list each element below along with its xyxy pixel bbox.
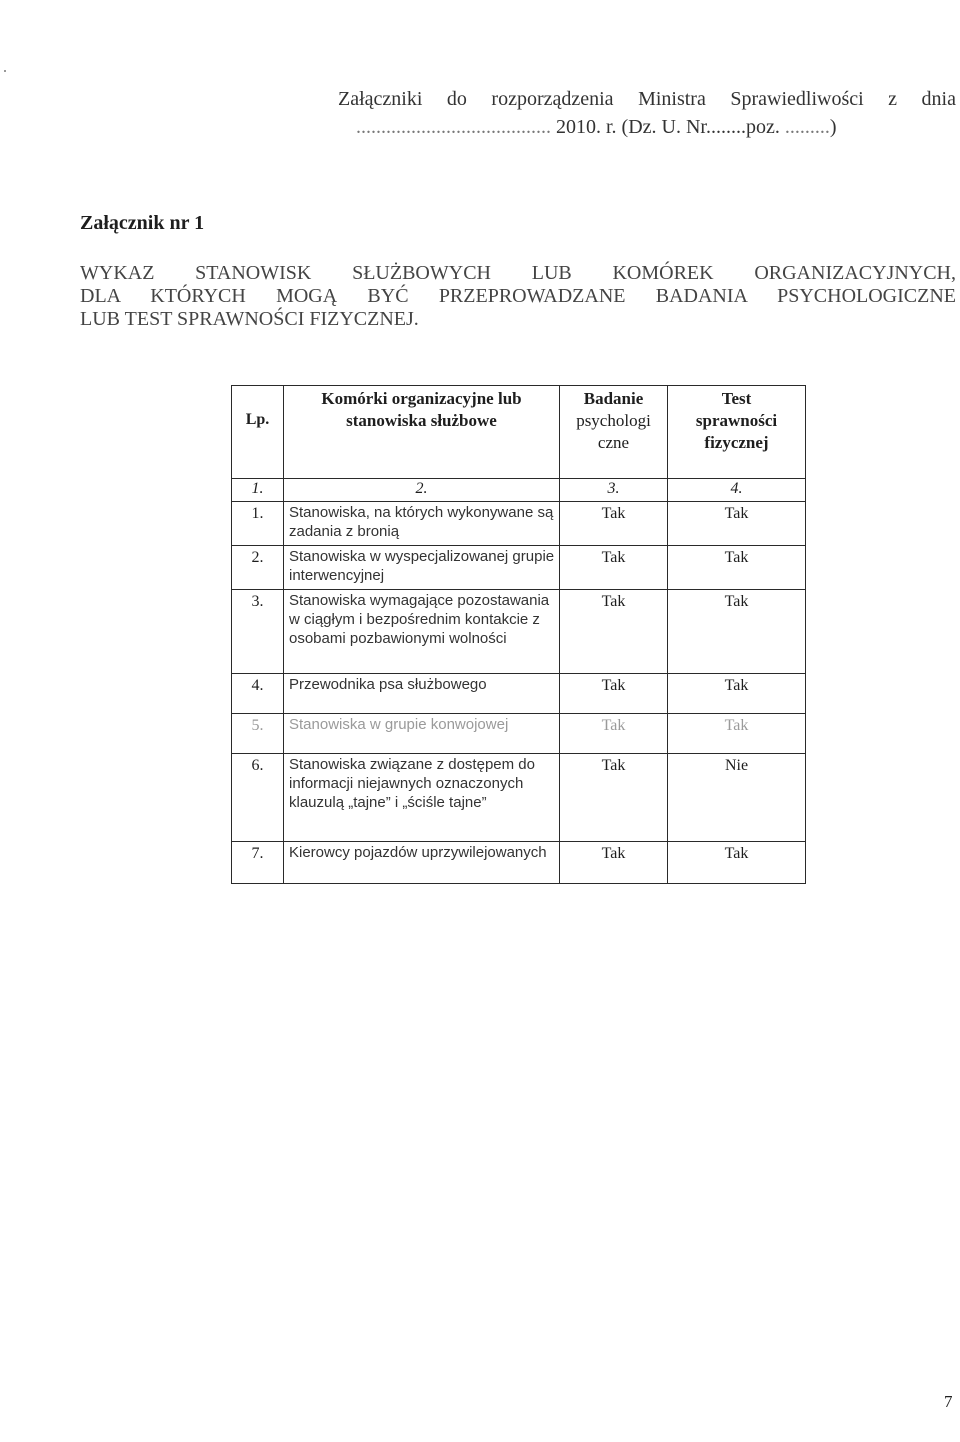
list-title-line-2: DLA KTÓRYCH MOGĄ BYĆ PRZEPROWADZANE BADANIA PSYCHOLOGICZNE bbox=[80, 285, 956, 307]
table-row bbox=[232, 754, 806, 842]
row-unit: Stanowiska wymagające pozostawania w ciągłym i bezpośrednim kontakcie z osobami pozbawionymi wolności bbox=[284, 590, 560, 674]
header-unit: Komórki organizacyjne lub stanowiska służbowe bbox=[284, 386, 560, 479]
list-title-line-3: LUB TEST SPRAWNOŚCI FIZYCZNEJ. bbox=[80, 308, 419, 330]
row-psych: Tak bbox=[560, 590, 668, 674]
header-dots: ....................................... bbox=[356, 116, 551, 138]
row-unit: Stanowiska w grupie konwojowej bbox=[284, 714, 560, 754]
row-test: Tak bbox=[668, 590, 806, 674]
row-psych: Tak bbox=[560, 714, 668, 754]
row-unit: Stanowiska, na których wykonywane są zadania z bronią bbox=[284, 502, 560, 546]
header-lp: Lp. bbox=[232, 386, 284, 479]
row-psych: Tak bbox=[560, 546, 668, 590]
row-unit: Przewodnika psa służbowego bbox=[284, 674, 560, 714]
positions-table bbox=[231, 385, 806, 884]
row-psych: Tak bbox=[560, 754, 668, 842]
list-title-line-1: WYKAZ STANOWISK SŁUŻBOWYCH LUB KOMÓREK ORGANIZACYJNYCH, bbox=[80, 262, 956, 284]
row-lp: 5. bbox=[232, 714, 284, 754]
row-test: Tak bbox=[668, 674, 806, 714]
col-number: 4. bbox=[668, 479, 806, 502]
table-row bbox=[232, 590, 806, 674]
row-test: Nie bbox=[668, 754, 806, 842]
header-paren: ) bbox=[829, 116, 837, 138]
col-number: 3. bbox=[560, 479, 668, 502]
table-row bbox=[232, 674, 806, 714]
row-unit: Kierowcy pojazdów uprzywilejowanych bbox=[284, 842, 560, 884]
row-psych: Tak bbox=[560, 842, 668, 884]
table-row bbox=[232, 546, 806, 590]
header-psych bbox=[560, 386, 668, 479]
row-lp: 7. bbox=[232, 842, 284, 884]
list-title bbox=[80, 262, 956, 331]
row-lp: 6. bbox=[232, 754, 284, 842]
row-psych: Tak bbox=[560, 674, 668, 714]
row-unit: Stanowiska w wyspecjalizowanej grupie interwencyjnej bbox=[284, 546, 560, 590]
row-lp: 3. bbox=[232, 590, 284, 674]
header-test-l3: fizycznej bbox=[704, 433, 769, 452]
row-unit: Stanowiska związane z dostępem do informacji niejawnych oznaczonych klauzulą „tajne” i „ściśle tajne” bbox=[284, 754, 560, 842]
column-number-row bbox=[232, 479, 806, 502]
scan-speck bbox=[4, 70, 6, 72]
row-test: Tak bbox=[668, 546, 806, 590]
table-row bbox=[232, 502, 806, 546]
header-citation: 2010. r. (Dz. U. Nr........poz. bbox=[556, 116, 780, 138]
page-number: 7 bbox=[944, 1392, 953, 1411]
row-lp: 2. bbox=[232, 546, 284, 590]
annex-title: Załącznik nr 1 bbox=[80, 212, 205, 234]
table-row bbox=[232, 842, 806, 884]
row-lp: 1. bbox=[232, 502, 284, 546]
header-psych-l1: Badanie bbox=[583, 389, 644, 408]
row-lp: 4. bbox=[232, 674, 284, 714]
header-line-2 bbox=[356, 116, 837, 139]
table-header-row bbox=[232, 386, 806, 479]
header-psych-l2: psychologi bbox=[576, 411, 651, 430]
header-dots-2: ......... bbox=[784, 116, 830, 138]
table-row bbox=[232, 714, 806, 754]
col-number: 1. bbox=[232, 479, 284, 502]
header-test bbox=[668, 386, 806, 479]
row-test: Tak bbox=[668, 842, 806, 884]
row-test: Tak bbox=[668, 714, 806, 754]
header-test-l1: Test bbox=[721, 389, 752, 408]
header-line-1: Załączniki do rozporządzenia Ministra Sprawiedliwości z dnia bbox=[338, 88, 956, 110]
col-number: 2. bbox=[284, 479, 560, 502]
row-psych: Tak bbox=[560, 502, 668, 546]
header-test-l2: sprawności bbox=[695, 411, 778, 430]
header-psych-l3: czne bbox=[597, 433, 630, 452]
row-test: Tak bbox=[668, 502, 806, 546]
